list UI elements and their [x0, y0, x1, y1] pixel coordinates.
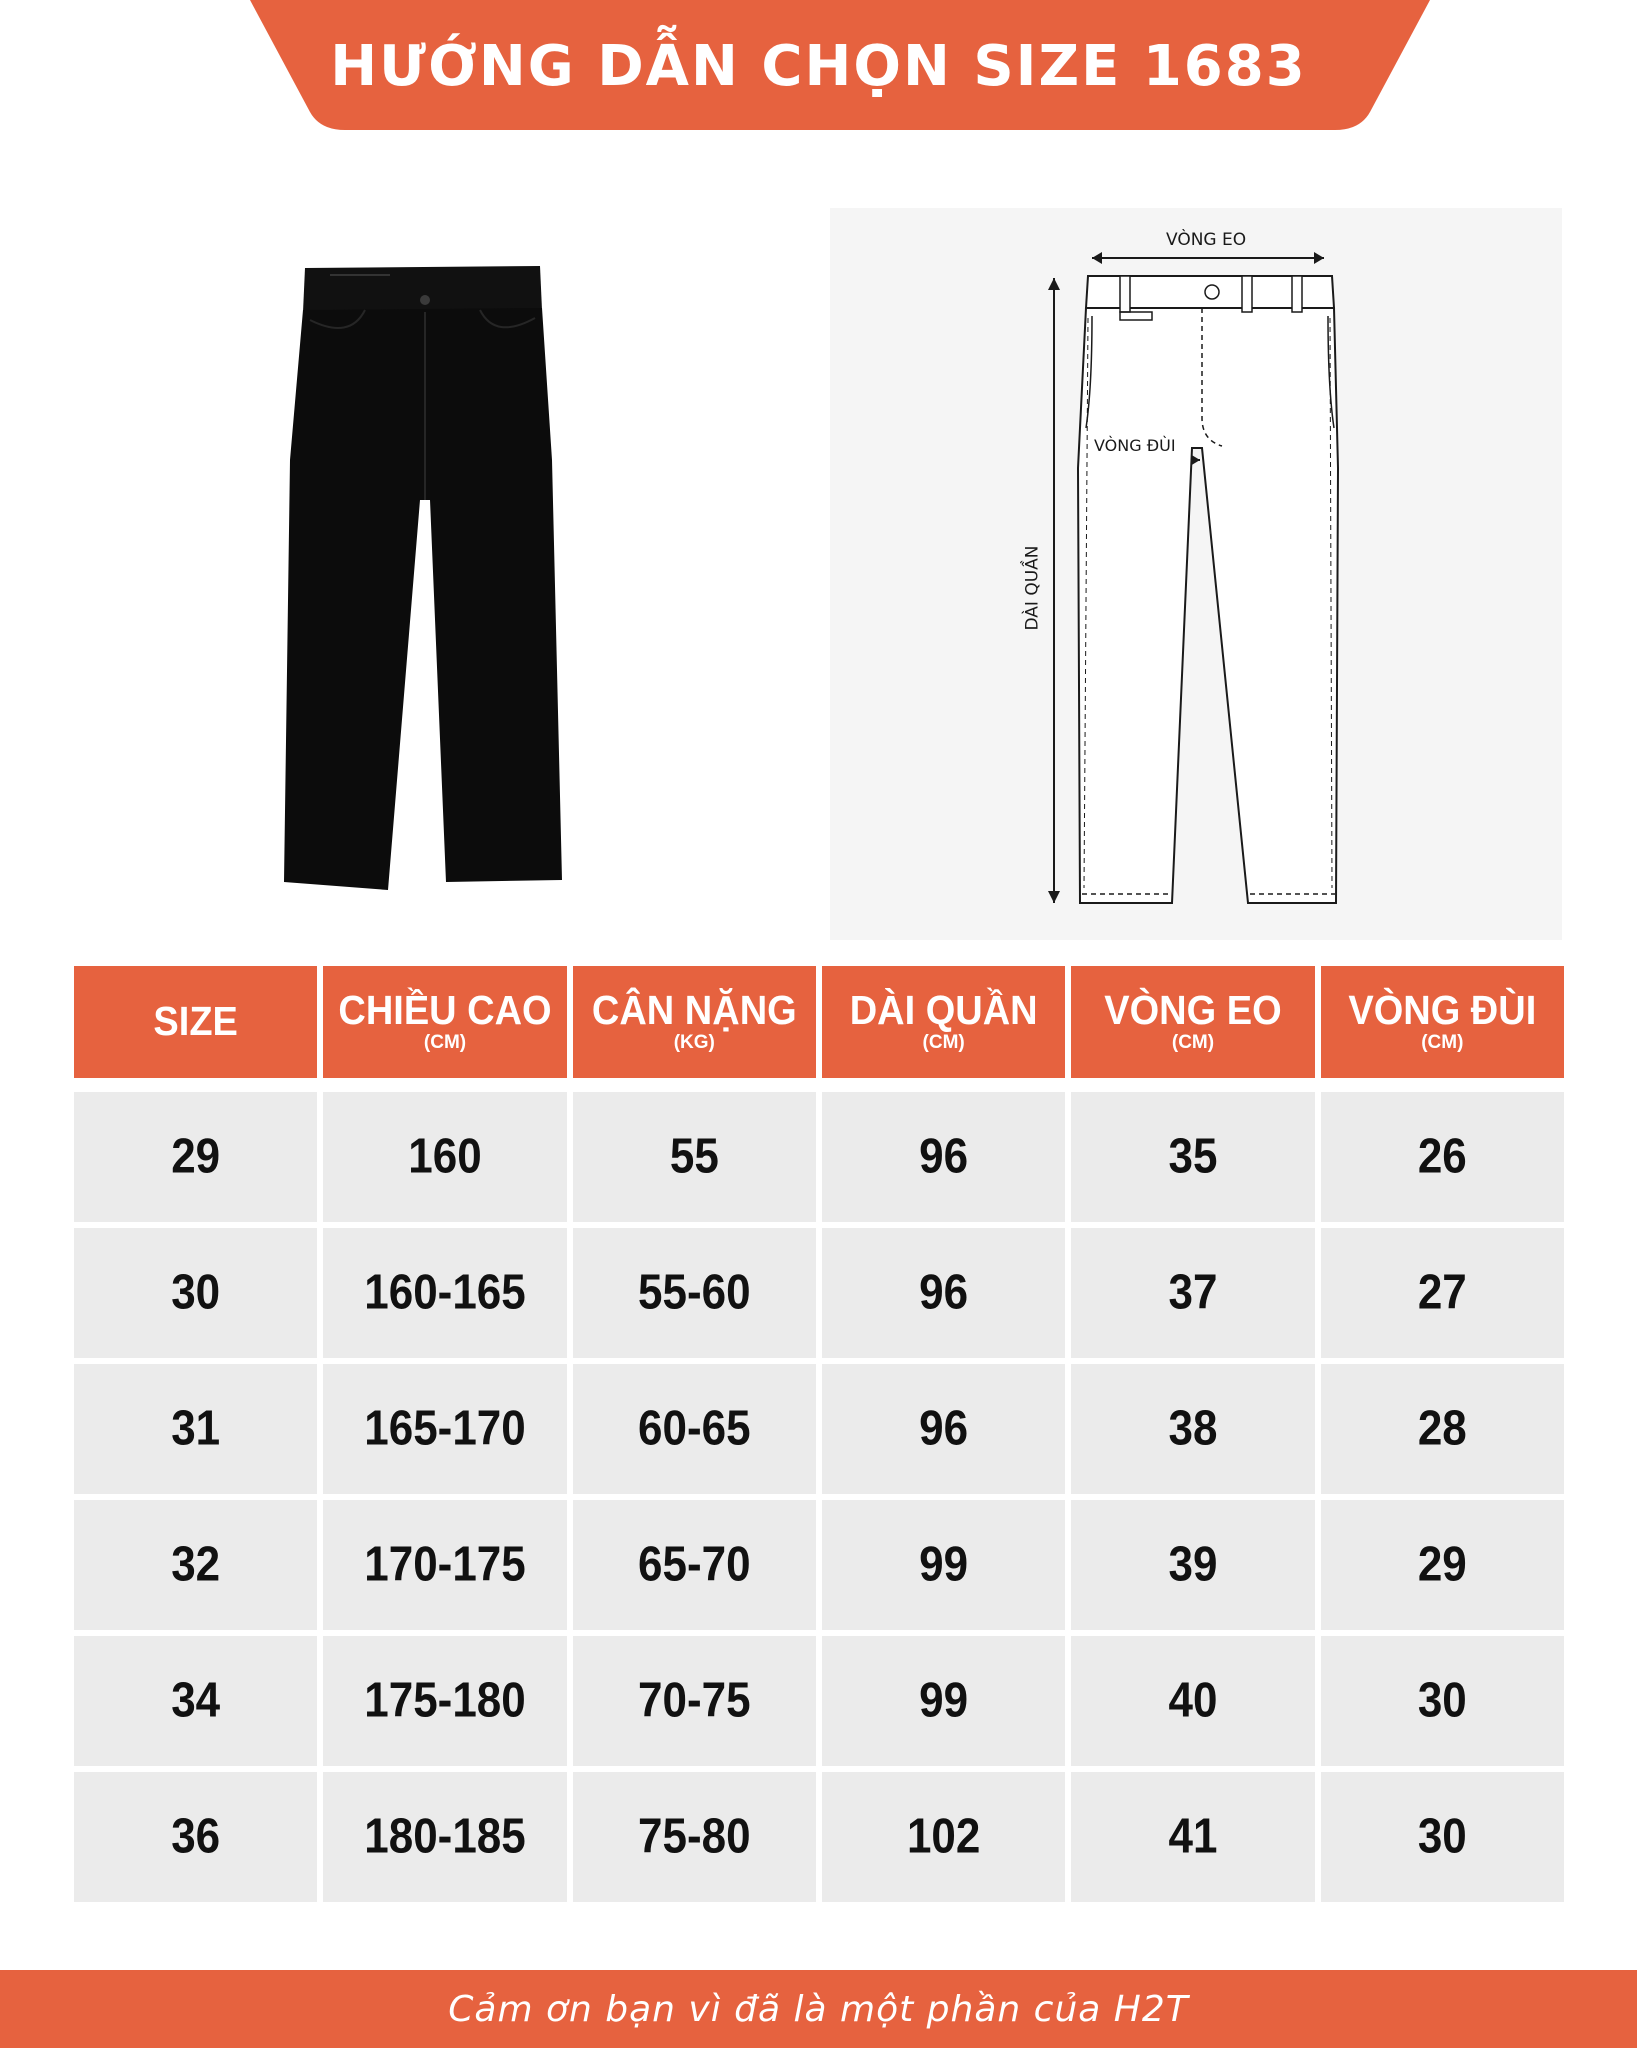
cell-value: 38: [1168, 1401, 1218, 1456]
cell-height: [323, 1228, 566, 1358]
page-title: HƯỚNG DẪN CHỌN SIZE 1683: [330, 33, 1307, 99]
cell-height: [323, 1500, 566, 1630]
header-thigh-unit: (CM): [1421, 1032, 1464, 1053]
footer-thank-you: Cảm ơn bạn vì đã là một phần của H2T: [0, 1970, 1637, 2048]
pants-outline-illustration: [830, 208, 1562, 940]
cell-weight: [573, 1364, 816, 1494]
table-row: [74, 1500, 1564, 1630]
table-row: [74, 1228, 1564, 1358]
cell-value: 55: [669, 1129, 719, 1184]
cell-value: 27: [1417, 1265, 1467, 1320]
cell-length: [822, 1636, 1065, 1766]
cell-height: [323, 1772, 566, 1902]
header-thigh-label: VÒNG ĐÙI: [1348, 988, 1537, 1034]
cell-value: 75-80: [638, 1809, 751, 1864]
cell-value: 30: [1417, 1673, 1467, 1728]
cell-size: [74, 1636, 317, 1766]
cell-length: [822, 1228, 1065, 1358]
cell-value: 99: [919, 1673, 969, 1728]
header-waist-label: VÒNG EO: [1104, 988, 1282, 1034]
cell-thigh: [1321, 1500, 1564, 1630]
header-weight-unit: (KG): [673, 1032, 715, 1053]
cell-value: 30: [171, 1265, 221, 1320]
header-length: [822, 966, 1065, 1078]
cell-value: 60-65: [638, 1401, 751, 1456]
header-weight: [573, 966, 816, 1078]
header-waist-unit: (CM): [1171, 1032, 1215, 1053]
cell-value: 160: [408, 1129, 482, 1184]
cell-value: 180-185: [364, 1809, 526, 1864]
cell-weight: [573, 1772, 816, 1902]
cell-length: [822, 1772, 1065, 1902]
cell-value: 170-175: [364, 1537, 526, 1592]
cell-weight: [573, 1228, 816, 1358]
measurement-diagram: [830, 208, 1562, 940]
cell-value: 96: [919, 1265, 969, 1320]
cell-size: [74, 1500, 317, 1630]
table-row: [74, 1092, 1564, 1222]
cell-thigh: [1321, 1092, 1564, 1222]
header-height: [323, 966, 566, 1078]
cell-waist: [1071, 1228, 1314, 1358]
cell-value: 31: [171, 1401, 221, 1456]
waist-label: VÒNG EO: [1166, 230, 1247, 250]
length-label: DÀI QUẦN: [1022, 545, 1043, 631]
header-length-unit: (CM): [922, 1032, 965, 1053]
cell-size: [74, 1228, 317, 1358]
cell-weight: [573, 1500, 816, 1630]
cell-value: 35: [1168, 1129, 1218, 1184]
cell-size: [74, 1772, 317, 1902]
cell-value: 160-165: [364, 1265, 526, 1320]
cell-height: [323, 1364, 566, 1494]
header-waist: [1071, 966, 1314, 1078]
thigh-label: VÒNG ĐÙI: [1094, 436, 1176, 455]
header-size: [74, 966, 317, 1078]
header-length-label: DÀI QUẦN: [849, 988, 1038, 1034]
cell-value: 96: [919, 1129, 969, 1184]
cell-value: 26: [1417, 1129, 1467, 1184]
cell-value: 175-180: [364, 1673, 526, 1728]
cell-value: 30: [1417, 1809, 1467, 1864]
cell-value: 96: [919, 1401, 969, 1456]
cell-thigh: [1321, 1364, 1564, 1494]
cell-height: [323, 1636, 566, 1766]
header-size-label: SIZE: [153, 999, 238, 1045]
cell-length: [822, 1092, 1065, 1222]
size-table: [74, 966, 1564, 1908]
cell-size: [74, 1364, 317, 1494]
cell-height: [323, 1092, 566, 1222]
header-height-label: CHIỀU CAO: [338, 988, 552, 1034]
cell-weight: [573, 1092, 816, 1222]
cell-waist: [1071, 1500, 1314, 1630]
cell-thigh: [1321, 1772, 1564, 1902]
cell-waist: [1071, 1092, 1314, 1222]
cell-length: [822, 1364, 1065, 1494]
cell-waist: [1071, 1772, 1314, 1902]
cell-value: 70-75: [638, 1673, 751, 1728]
cell-value: 41: [1168, 1809, 1218, 1864]
cell-value: 39: [1168, 1537, 1218, 1592]
product-photo-black-jeans: [270, 250, 590, 900]
cell-waist: [1071, 1364, 1314, 1494]
cell-thigh: [1321, 1228, 1564, 1358]
header-height-unit: (CM): [423, 1032, 467, 1053]
cell-value: 29: [1417, 1537, 1467, 1592]
cell-value: 29: [171, 1129, 221, 1184]
table-row: [74, 1772, 1564, 1902]
cell-weight: [573, 1636, 816, 1766]
header-thigh: [1321, 966, 1564, 1078]
cell-value: 65-70: [638, 1537, 751, 1592]
table-row: [74, 1364, 1564, 1494]
cell-value: 28: [1417, 1401, 1467, 1456]
header-weight-label: CÂN NẶNG: [591, 988, 797, 1034]
table-row: [74, 1636, 1564, 1766]
cell-value: 36: [171, 1809, 221, 1864]
cell-value: 165-170: [364, 1401, 526, 1456]
cell-size: [74, 1092, 317, 1222]
cell-value: 102: [906, 1809, 981, 1864]
cell-value: 99: [919, 1537, 969, 1592]
cell-thigh: [1321, 1636, 1564, 1766]
cell-value: 34: [171, 1673, 221, 1728]
cell-value: 55-60: [638, 1265, 751, 1320]
cell-value: 37: [1168, 1265, 1218, 1320]
cell-value: 32: [171, 1537, 221, 1592]
table-header-row: [74, 966, 1564, 1078]
cell-waist: [1071, 1636, 1314, 1766]
cell-value: 40: [1168, 1673, 1218, 1728]
cell-length: [822, 1500, 1065, 1630]
table-body: [74, 1092, 1564, 1902]
